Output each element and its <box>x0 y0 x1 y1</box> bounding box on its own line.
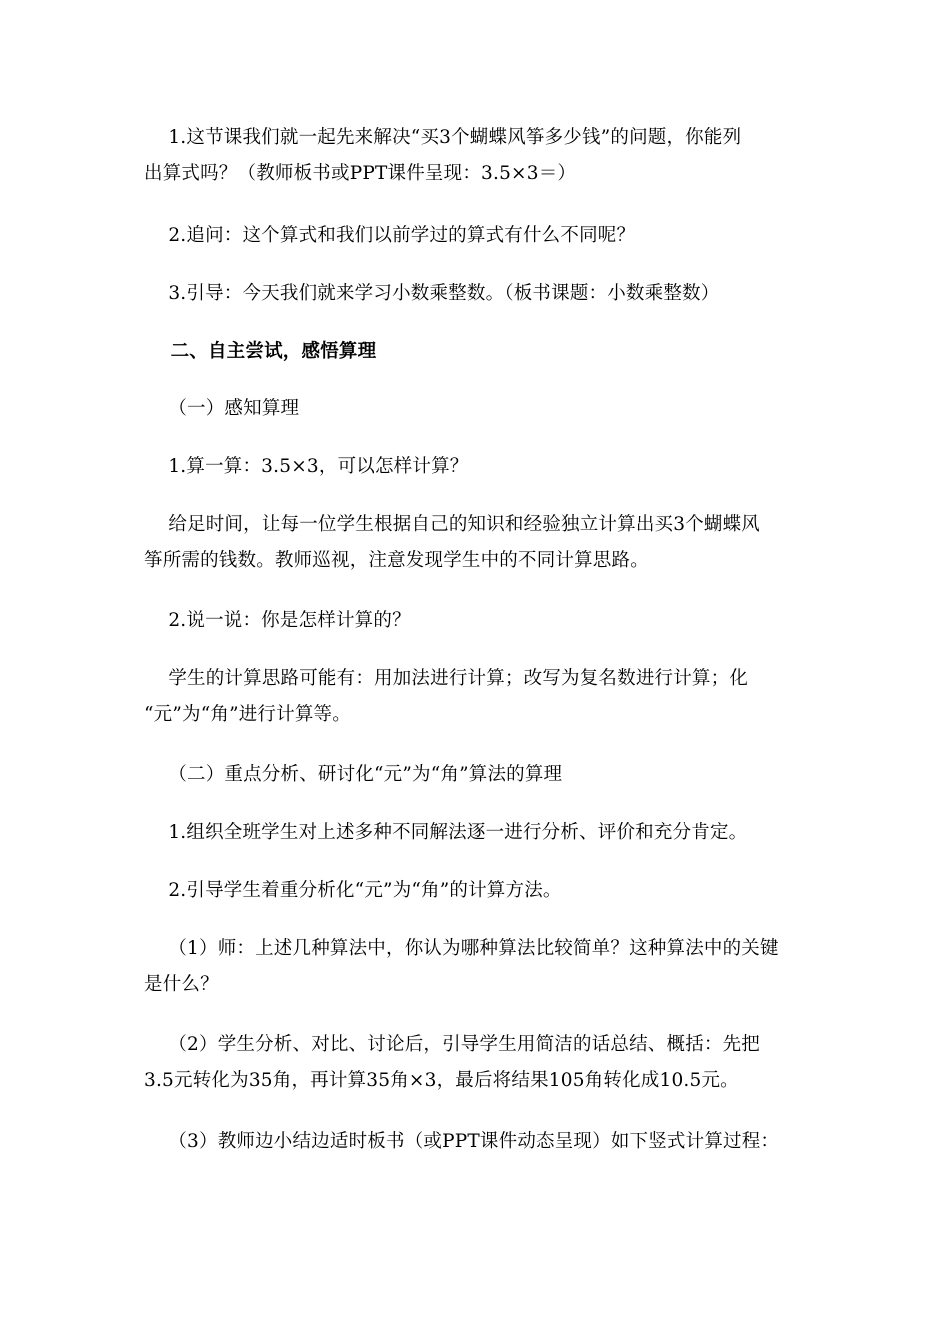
paragraph-organize: 1.组织全班学生对上述多种不同解法逐一进行分析、评价和充分肯定。 <box>144 822 748 843</box>
paragraph-board: （3）教师边小结边适时板书（或PPT课件动态呈现）如下竖式计算过程： <box>144 1131 780 1152</box>
subsection-heading-2: （二）重点分析、研讨化“元”为“角”算法的算理 <box>144 764 563 785</box>
paragraph-calc: 1.算一算：3.5×3，可以怎样计算？ <box>144 456 469 477</box>
paragraph-time: 给足时间，让每一位学生根据自己的知识和经验独立计算出买3个蝴蝶风 筝所需的钱数。教师巡视，注意发现学生中的不同计算思路。 <box>144 514 761 571</box>
paragraph-ideas: 学生的计算思路可能有：用加法进行计算；改写为复名数进行计算；化 “元”为“角”进行计算等。 <box>144 668 749 725</box>
paragraph-3: 3.引导：今天我们就来学习小数乘整数。（板书课题：小数乘整数） <box>144 283 720 304</box>
paragraph-1: 1.这节课我们就一起先来解决“买3个蝴蝶风筝多少钱”的问题，你能列 出算式吗？（教师板书或PPT课件呈现：3.5×3＝） <box>144 127 742 184</box>
paragraph-guide: 2.引导学生着重分析化“元”为“角”的计算方法。 <box>144 880 562 901</box>
paragraph-summary: （2）学生分析、对比、讨论后，引导学生用简洁的话总结、概括：先把 3.5元转化为35角，再计算35角×3，最后将结果105角转化成10.5元。 <box>144 1034 761 1091</box>
paragraph-teacher-q: （1）师：上述几种算法中，你认为哪种算法比较简单？这种算法中的关键 是什么？ <box>144 938 779 995</box>
subsection-heading-1: （一）感知算理 <box>144 398 300 419</box>
paragraph-say: 2.说一说：你是怎样计算的？ <box>144 610 411 631</box>
paragraph-2: 2.追问：这个算式和我们以前学过的算式有什么不同呢？ <box>144 225 636 246</box>
section-heading-2: 二、自主尝试，感悟算理 <box>144 341 377 362</box>
